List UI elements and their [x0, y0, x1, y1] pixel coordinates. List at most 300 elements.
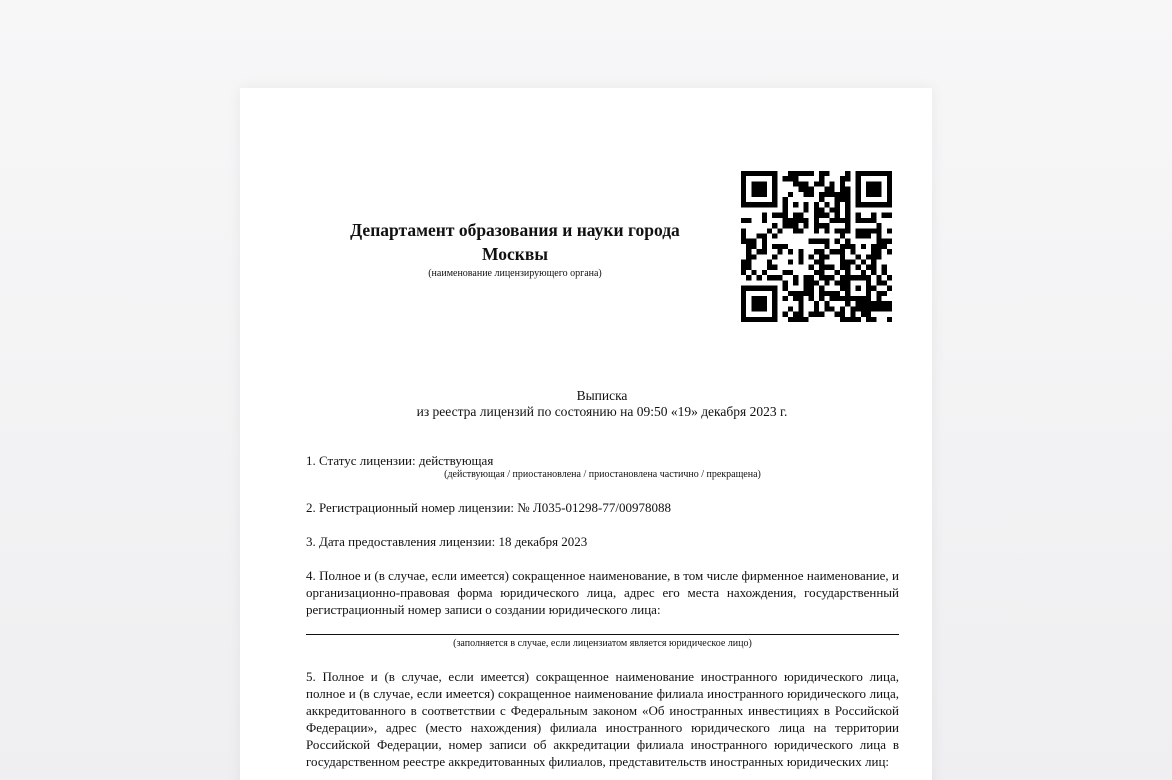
qr-module [772, 312, 777, 317]
qr-module [788, 171, 793, 176]
qr-module [871, 244, 876, 249]
qr-module [783, 296, 788, 301]
qr-module [814, 213, 819, 218]
qr-module [887, 171, 892, 176]
qr-module [793, 218, 798, 223]
qr-module [871, 181, 876, 186]
qr-module [757, 187, 762, 192]
qr-module [861, 312, 866, 317]
qr-module [751, 192, 756, 197]
qr-module [746, 286, 751, 291]
qr-module [762, 181, 767, 186]
qr-module [887, 228, 892, 233]
qr-module [767, 265, 772, 270]
qr-module [819, 296, 824, 301]
qr-module [876, 280, 881, 285]
qr-module [798, 296, 803, 301]
qr-module [741, 306, 746, 311]
legal-entity-fill-line [306, 634, 899, 635]
qr-module [876, 171, 881, 176]
qr-module [845, 291, 850, 296]
qr-module [835, 218, 840, 223]
qr-code-icon [741, 171, 892, 322]
qr-module [856, 218, 861, 223]
qr-module [777, 244, 782, 249]
qr-module [866, 312, 871, 317]
qr-module [845, 265, 850, 270]
qr-module [762, 317, 767, 322]
qr-module [746, 202, 751, 207]
qr-module [824, 239, 829, 244]
qr-module [741, 202, 746, 207]
qr-module [845, 260, 850, 265]
qr-module [809, 239, 814, 244]
qr-module [757, 249, 762, 254]
qr-module [772, 202, 777, 207]
qr-module [840, 306, 845, 311]
qr-module [850, 244, 855, 249]
qr-module [819, 171, 824, 176]
qr-module [835, 228, 840, 233]
qr-module [798, 218, 803, 223]
qr-module [871, 317, 876, 322]
qr-module [840, 192, 845, 197]
qr-module [876, 202, 881, 207]
qr-module [866, 202, 871, 207]
qr-module [845, 275, 850, 280]
qr-module [824, 187, 829, 192]
qr-module [840, 296, 845, 301]
qr-module [866, 228, 871, 233]
qr-module [814, 202, 819, 207]
licensing-authority-name: Департамент образования и науки города Москвы [350, 220, 680, 264]
qr-module [757, 233, 762, 238]
qr-module [850, 249, 855, 254]
qr-module [783, 270, 788, 275]
qr-module [840, 286, 845, 291]
qr-module [887, 176, 892, 181]
qr-module [814, 260, 819, 265]
qr-module [850, 296, 855, 301]
qr-module [840, 280, 845, 285]
qr-module [876, 187, 881, 192]
qr-module [751, 301, 756, 306]
qr-module [882, 202, 887, 207]
qr-module [835, 312, 840, 317]
qr-module [876, 301, 881, 306]
qr-module [751, 187, 756, 192]
qr-module [746, 218, 751, 223]
qr-module [845, 280, 850, 285]
qr-module [887, 306, 892, 311]
qr-module [772, 291, 777, 296]
qr-module [856, 192, 861, 197]
qr-module [793, 275, 798, 280]
qr-module [876, 239, 881, 244]
qr-module [840, 244, 845, 249]
qr-module [824, 202, 829, 207]
qr-module [757, 286, 762, 291]
qr-module [819, 249, 824, 254]
qr-module [741, 171, 746, 176]
extract-title: Выписка [576, 388, 628, 403]
qr-module [746, 249, 751, 254]
qr-module [777, 228, 782, 233]
qr-module [876, 275, 881, 280]
qr-module [856, 176, 861, 181]
qr-module [845, 286, 850, 291]
qr-module [783, 223, 788, 228]
qr-module [871, 218, 876, 223]
qr-module [819, 270, 824, 275]
qr-module [840, 317, 845, 322]
qr-module [819, 181, 824, 186]
qr-module [809, 265, 814, 270]
qr-module [793, 223, 798, 228]
qr-module [845, 239, 850, 244]
qr-module [819, 192, 824, 197]
qr-module [757, 192, 762, 197]
qr-module [788, 260, 793, 265]
qr-module [824, 254, 829, 259]
qr-module [830, 192, 835, 197]
qr-module [751, 239, 756, 244]
qr-module [772, 254, 777, 259]
qr-module [741, 291, 746, 296]
qr-module [814, 312, 819, 317]
qr-module [824, 171, 829, 176]
qr-module [861, 218, 866, 223]
qr-module [772, 306, 777, 311]
qr-module [866, 254, 871, 259]
extract-heading [240, 388, 964, 420]
qr-module [861, 233, 866, 238]
qr-module [824, 213, 829, 218]
qr-module [767, 171, 772, 176]
qr-module [746, 254, 751, 259]
qr-module [788, 176, 793, 181]
qr-module [887, 239, 892, 244]
qr-module [819, 265, 824, 270]
qr-module [783, 244, 788, 249]
qr-module [762, 286, 767, 291]
qr-module [835, 192, 840, 197]
qr-module [741, 233, 746, 238]
qr-module [772, 223, 777, 228]
qr-module [856, 306, 861, 311]
qr-module [835, 202, 840, 207]
qr-module [762, 213, 767, 218]
qr-module [871, 171, 876, 176]
qr-module [830, 291, 835, 296]
qr-module [861, 270, 866, 275]
qr-module [871, 286, 876, 291]
qr-module [809, 171, 814, 176]
qr-module [741, 218, 746, 223]
qr-module [876, 223, 881, 228]
qr-module [845, 202, 850, 207]
qr-module [783, 280, 788, 285]
qr-module [803, 223, 808, 228]
qr-module [762, 296, 767, 301]
qr-module [840, 254, 845, 259]
qr-module [866, 291, 871, 296]
qr-module [824, 244, 829, 249]
qr-module [772, 301, 777, 306]
license-status-caption: (действующая / приостановлена / приостановлена частично / прекращена) [444, 469, 761, 480]
qr-module [809, 296, 814, 301]
qr-module [887, 286, 892, 291]
qr-module [830, 265, 835, 270]
qr-module [845, 207, 850, 212]
license-status: 1. Статус лицензии: действующая [306, 453, 494, 468]
qr-module [824, 301, 829, 306]
qr-module [876, 254, 881, 259]
qr-module [772, 192, 777, 197]
qr-module [856, 197, 861, 202]
qr-module [798, 171, 803, 176]
qr-module [871, 254, 876, 259]
qr-module [845, 171, 850, 176]
qr-module [819, 260, 824, 265]
qr-module [741, 312, 746, 317]
qr-module [793, 317, 798, 322]
qr-module [772, 265, 777, 270]
qr-module [887, 181, 892, 186]
qr-module [757, 275, 762, 280]
qr-module [882, 239, 887, 244]
qr-module [856, 317, 861, 322]
qr-module [861, 202, 866, 207]
qr-module [824, 275, 829, 280]
qr-module [751, 296, 756, 301]
qr-module [741, 317, 746, 322]
qr-module [856, 296, 861, 301]
qr-module [798, 213, 803, 218]
qr-module [887, 202, 892, 207]
qr-module [783, 312, 788, 317]
qr-module [741, 270, 746, 275]
qr-module [845, 296, 850, 301]
qr-module [887, 213, 892, 218]
qr-module [835, 197, 840, 202]
qr-module [762, 233, 767, 238]
qr-module [856, 181, 861, 186]
qr-module [830, 187, 835, 192]
qr-module [861, 228, 866, 233]
qr-module [835, 249, 840, 254]
qr-module [861, 275, 866, 280]
qr-module [887, 317, 892, 322]
qr-module [767, 260, 772, 265]
qr-module [798, 249, 803, 254]
qr-module [746, 239, 751, 244]
qr-module [772, 233, 777, 238]
qr-module [882, 171, 887, 176]
qr-module [772, 286, 777, 291]
qr-module [866, 306, 871, 311]
qr-module [767, 202, 772, 207]
qr-module [793, 176, 798, 181]
qr-module [746, 265, 751, 270]
qr-module [762, 192, 767, 197]
qr-module [746, 275, 751, 280]
qr-module [793, 296, 798, 301]
qr-module [772, 244, 777, 249]
qr-module [767, 275, 772, 280]
qr-module [840, 275, 845, 280]
qr-module [798, 181, 803, 186]
qr-module [824, 280, 829, 285]
qr-module [835, 296, 840, 301]
qr-module [741, 192, 746, 197]
qr-module [814, 306, 819, 311]
qr-module [876, 181, 881, 186]
qr-module [809, 254, 814, 259]
qr-module [845, 228, 850, 233]
qr-module [866, 296, 871, 301]
qr-module [793, 228, 798, 233]
qr-module [861, 306, 866, 311]
qr-module [819, 239, 824, 244]
qr-module [757, 317, 762, 322]
qr-module [845, 301, 850, 306]
qr-module [871, 249, 876, 254]
qr-module [741, 228, 746, 233]
qr-module [803, 181, 808, 186]
qr-module [762, 301, 767, 306]
qr-module [819, 197, 824, 202]
qr-module [840, 233, 845, 238]
qr-module [741, 286, 746, 291]
qr-module [772, 213, 777, 218]
qr-module [856, 286, 861, 291]
qr-module [866, 218, 871, 223]
qr-module [882, 291, 887, 296]
qr-module [814, 207, 819, 212]
qr-module [757, 296, 762, 301]
qr-module [835, 239, 840, 244]
qr-module [809, 312, 814, 317]
qr-module [762, 244, 767, 249]
qr-module [819, 213, 824, 218]
qr-module [757, 171, 762, 176]
qr-module [793, 202, 798, 207]
qr-module [819, 312, 824, 317]
qr-module [762, 187, 767, 192]
qr-module [803, 202, 808, 207]
qr-module [887, 249, 892, 254]
qr-module [819, 254, 824, 259]
qr-module [830, 275, 835, 280]
qr-module [783, 176, 788, 181]
qr-module [762, 306, 767, 311]
qr-module [793, 181, 798, 186]
qr-module [871, 270, 876, 275]
qr-module [798, 317, 803, 322]
qr-module [882, 280, 887, 285]
qr-module [871, 301, 876, 306]
qr-module [741, 301, 746, 306]
qr-module [757, 301, 762, 306]
qr-module [762, 249, 767, 254]
qr-module [871, 228, 876, 233]
qr-module [803, 291, 808, 296]
qr-module [882, 301, 887, 306]
qr-module [850, 312, 855, 317]
qr-module [819, 286, 824, 291]
qr-module [871, 306, 876, 311]
qr-module [845, 197, 850, 202]
qr-module [856, 233, 861, 238]
qr-module [840, 265, 845, 270]
qr-module [751, 254, 756, 259]
qr-module [887, 197, 892, 202]
qr-module [772, 317, 777, 322]
qr-module [814, 239, 819, 244]
qr-module [882, 306, 887, 311]
qr-module [830, 249, 835, 254]
qr-module [845, 244, 850, 249]
qr-module [819, 207, 824, 212]
qr-module [751, 270, 756, 275]
qr-module [871, 202, 876, 207]
qr-module [751, 306, 756, 311]
qr-module [809, 187, 814, 192]
qr-module [809, 286, 814, 291]
qr-module [772, 197, 777, 202]
qr-module [830, 218, 835, 223]
qr-module [824, 265, 829, 270]
qr-module [746, 317, 751, 322]
qr-module [751, 171, 756, 176]
qr-module [814, 249, 819, 254]
qr-module [798, 228, 803, 233]
qr-module [887, 187, 892, 192]
qr-module [757, 306, 762, 311]
qr-module [783, 207, 788, 212]
qr-module [819, 291, 824, 296]
qr-module [788, 291, 793, 296]
qr-module [798, 187, 803, 192]
qr-module [783, 213, 788, 218]
qr-module [887, 301, 892, 306]
qr-module [793, 291, 798, 296]
license-issue-date: 3. Дата предоставления лицензии: 18 декабря 2023 [306, 534, 588, 549]
qr-module [861, 171, 866, 176]
foreign-entity-info: 5. Полное и (в случае, если имеется) сокращенное наименование иностранного юридического лица, полное и (в случае, если имеется) сокращенное наименование филиала иностранного юридического лица, аккредитованного в соответствии с Федеральным законом «Об иностранных инвестициях в Российской Федерации», адрес (место нахождения) филиала иностранного юридического лица на территории Российской Федерации, номер записи об аккредитации филиала иностранного юридического лица в государственном реестре аккредитованных филиалов, представительств иностранных юридических лиц: [306, 669, 899, 769]
qr-module [762, 239, 767, 244]
qr-module [856, 202, 861, 207]
qr-module [840, 197, 845, 202]
qr-module [845, 176, 850, 181]
qr-module [788, 270, 793, 275]
qr-module [871, 265, 876, 270]
qr-module [741, 265, 746, 270]
qr-module [840, 312, 845, 317]
qr-module [783, 197, 788, 202]
qr-module [866, 171, 871, 176]
qr-module [741, 197, 746, 202]
qr-module [830, 181, 835, 186]
qr-module [803, 280, 808, 285]
qr-module [746, 260, 751, 265]
qr-module [751, 244, 756, 249]
qr-module [788, 218, 793, 223]
qr-module [814, 218, 819, 223]
qr-module [871, 213, 876, 218]
qr-module [814, 270, 819, 275]
